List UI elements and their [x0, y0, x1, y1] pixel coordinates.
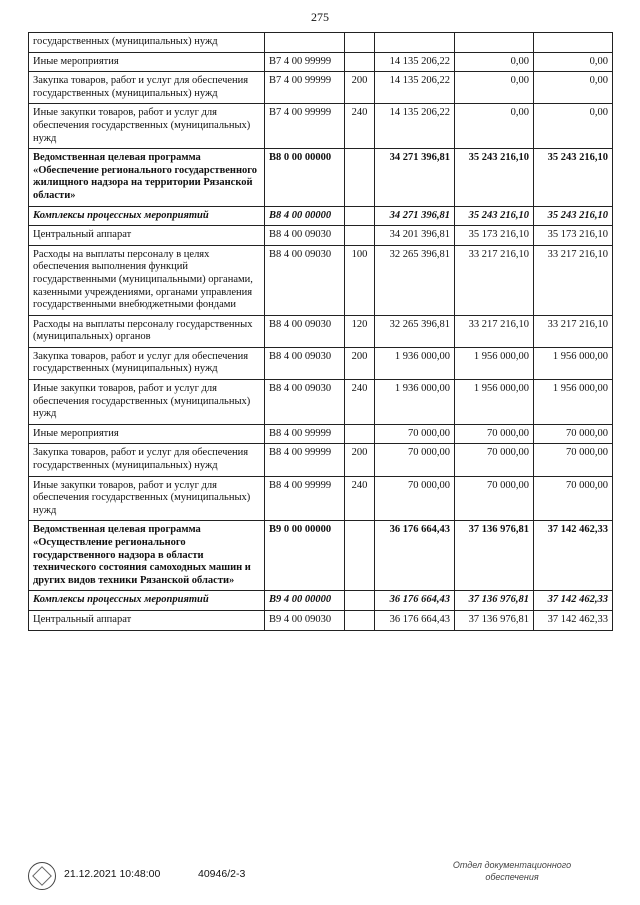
- row-amount-2-cell: 35 173 216,10: [455, 226, 534, 246]
- row-amount-3-cell: 37 142 462,33: [534, 591, 613, 611]
- table-row: [29, 380, 613, 425]
- row-amount-2-cell: 37 136 976,81: [455, 521, 534, 591]
- row-code-cell: В9 0 00 00000: [265, 521, 345, 591]
- row-amount-3-cell: [534, 33, 613, 53]
- row-amount-3-cell: 1 956 000,00: [534, 380, 613, 425]
- row-amount-1-cell: 36 176 664,43: [375, 610, 455, 630]
- row-amount-1-cell: 34 271 396,81: [375, 206, 455, 226]
- row-amount-1-cell: 70 000,00: [375, 476, 455, 521]
- row-amount-2-cell: 70 000,00: [455, 424, 534, 444]
- row-name-cell: Расходы на выплаты персоналу государственных (муниципальных) органов: [29, 315, 265, 347]
- row-expense-type-cell: [345, 206, 375, 226]
- budget-table-body: [29, 33, 613, 631]
- table-row: [29, 610, 613, 630]
- row-amount-1-cell: 36 176 664,43: [375, 591, 455, 611]
- row-amount-1-cell: 14 135 206,22: [375, 52, 455, 72]
- row-code-cell: В8 4 00 09030: [265, 347, 345, 379]
- row-amount-3-cell: 35 173 216,10: [534, 226, 613, 246]
- row-amount-1-cell: 32 265 396,81: [375, 315, 455, 347]
- row-amount-3-cell: 0,00: [534, 52, 613, 72]
- row-expense-type-cell: [345, 591, 375, 611]
- row-code-cell: В8 4 00 00000: [265, 206, 345, 226]
- row-code-cell: В8 4 00 99999: [265, 424, 345, 444]
- row-amount-3-cell: 35 243 216,10: [534, 206, 613, 226]
- row-amount-3-cell: 70 000,00: [534, 424, 613, 444]
- row-amount-1-cell: 32 265 396,81: [375, 245, 455, 315]
- row-amount-1-cell: 1 936 000,00: [375, 380, 455, 425]
- table-row: [29, 591, 613, 611]
- row-amount-3-cell: 0,00: [534, 104, 613, 149]
- row-name-cell: Центральный аппарат: [29, 226, 265, 246]
- table-row: [29, 424, 613, 444]
- row-expense-type-cell: 200: [345, 72, 375, 104]
- row-code-cell: В8 4 00 09030: [265, 245, 345, 315]
- row-name-cell: Иные закупки товаров, работ и услуг для обеспечения государственных (муниципальных) нужд: [29, 380, 265, 425]
- row-name-cell: Иные закупки товаров, работ и услуг для обеспечения государственных (муниципальных) нужд: [29, 104, 265, 149]
- row-name-cell: Закупка товаров, работ и услуг для обеспечения государственных (муниципальных) нужд: [29, 444, 265, 476]
- row-code-cell: В8 4 00 99999: [265, 476, 345, 521]
- row-expense-type-cell: 120: [345, 315, 375, 347]
- row-expense-type-cell: 200: [345, 347, 375, 379]
- row-amount-1-cell: 1 936 000,00: [375, 347, 455, 379]
- row-amount-1-cell: 34 201 396,81: [375, 226, 455, 246]
- table-row: [29, 33, 613, 53]
- row-code-cell: В8 4 00 09030: [265, 380, 345, 425]
- row-code-cell: В8 0 00 00000: [265, 149, 345, 206]
- row-expense-type-cell: [345, 521, 375, 591]
- row-amount-1-cell: 70 000,00: [375, 444, 455, 476]
- row-name-cell: Ведомственная целевая программа «Обеспечение регионального государственного жилищного надзора на территории Рязанской области»: [29, 149, 265, 206]
- row-amount-2-cell: [455, 33, 534, 53]
- row-code-cell: В8 4 00 09030: [265, 315, 345, 347]
- row-expense-type-cell: [345, 610, 375, 630]
- table-row: [29, 444, 613, 476]
- row-name-cell: Иные мероприятия: [29, 424, 265, 444]
- table-row: [29, 315, 613, 347]
- row-amount-2-cell: 33 217 216,10: [455, 315, 534, 347]
- row-name-cell: Закупка товаров, работ и услуг для обеспечения государственных (муниципальных) нужд: [29, 347, 265, 379]
- row-code-cell: В7 4 00 99999: [265, 52, 345, 72]
- footer-timestamp: 21.12.2021 10:48:00: [64, 868, 161, 880]
- row-amount-1-cell: 14 135 206,22: [375, 104, 455, 149]
- row-amount-2-cell: 37 136 976,81: [455, 610, 534, 630]
- footer-document-number: 40946/2-3: [198, 868, 246, 880]
- row-amount-3-cell: 70 000,00: [534, 476, 613, 521]
- row-name-cell: Ведомственная целевая программа «Осуществление регионального государственного надзора в области технического состояния самоходных машин и других видов техники Рязанской области»: [29, 521, 265, 591]
- row-amount-1-cell: 14 135 206,22: [375, 72, 455, 104]
- row-name-cell: Закупка товаров, работ и услуг для обеспечения государственных (муниципальных) нужд: [29, 72, 265, 104]
- row-amount-1-cell: 36 176 664,43: [375, 521, 455, 591]
- stamp-line-2: обеспечения: [485, 871, 539, 882]
- row-code-cell: [265, 33, 345, 53]
- document-system-logo-icon: [28, 862, 56, 890]
- row-amount-3-cell: 37 142 462,33: [534, 610, 613, 630]
- row-code-cell: В7 4 00 99999: [265, 104, 345, 149]
- row-expense-type-cell: 240: [345, 380, 375, 425]
- row-amount-2-cell: 0,00: [455, 52, 534, 72]
- row-expense-type-cell: [345, 52, 375, 72]
- table-row: [29, 226, 613, 246]
- department-stamp: [412, 860, 612, 883]
- table-row: [29, 149, 613, 206]
- row-amount-3-cell: 37 142 462,33: [534, 521, 613, 591]
- table-row: [29, 72, 613, 104]
- row-amount-2-cell: 70 000,00: [455, 444, 534, 476]
- row-code-cell: В7 4 00 99999: [265, 72, 345, 104]
- row-expense-type-cell: [345, 149, 375, 206]
- row-expense-type-cell: 240: [345, 104, 375, 149]
- row-name-cell: Иные мероприятия: [29, 52, 265, 72]
- row-amount-2-cell: 70 000,00: [455, 476, 534, 521]
- row-code-cell: В8 4 00 99999: [265, 444, 345, 476]
- table-row: [29, 476, 613, 521]
- row-name-cell: государственных (муниципальных) нужд: [29, 33, 265, 53]
- row-name-cell: Центральный аппарат: [29, 610, 265, 630]
- row-amount-3-cell: 70 000,00: [534, 444, 613, 476]
- row-name-cell: Расходы на выплаты персоналу в целях обеспечения выполнения функций государственными (муниципальными) органами, казенными учреждениями, органами управления государственными внебюджетными фондами: [29, 245, 265, 315]
- row-expense-type-cell: 100: [345, 245, 375, 315]
- row-name-cell: Комплексы процессных мероприятий: [29, 591, 265, 611]
- row-amount-2-cell: 1 956 000,00: [455, 347, 534, 379]
- row-name-cell: Комплексы процессных мероприятий: [29, 206, 265, 226]
- row-code-cell: В9 4 00 09030: [265, 610, 345, 630]
- table-row: [29, 206, 613, 226]
- row-name-cell: Иные закупки товаров, работ и услуг для обеспечения государственных (муниципальных) нужд: [29, 476, 265, 521]
- row-amount-3-cell: 0,00: [534, 72, 613, 104]
- page-number: 275: [311, 10, 329, 24]
- row-amount-3-cell: 33 217 216,10: [534, 245, 613, 315]
- budget-table: [28, 32, 613, 631]
- row-code-cell: В9 4 00 00000: [265, 591, 345, 611]
- row-expense-type-cell: 200: [345, 444, 375, 476]
- table-row: [29, 52, 613, 72]
- table-row: [29, 104, 613, 149]
- table-row: [29, 245, 613, 315]
- row-expense-type-cell: 240: [345, 476, 375, 521]
- row-amount-2-cell: 37 136 976,81: [455, 591, 534, 611]
- table-row: [29, 347, 613, 379]
- row-amount-1-cell: 70 000,00: [375, 424, 455, 444]
- row-amount-3-cell: 1 956 000,00: [534, 347, 613, 379]
- row-code-cell: В8 4 00 09030: [265, 226, 345, 246]
- row-amount-1-cell: 34 271 396,81: [375, 149, 455, 206]
- row-amount-1-cell: [375, 33, 455, 53]
- row-amount-2-cell: 35 243 216,10: [455, 206, 534, 226]
- page-footer: [28, 858, 612, 894]
- row-expense-type-cell: [345, 33, 375, 53]
- row-amount-2-cell: 0,00: [455, 72, 534, 104]
- row-expense-type-cell: [345, 226, 375, 246]
- row-amount-3-cell: 33 217 216,10: [534, 315, 613, 347]
- row-amount-3-cell: 35 243 216,10: [534, 149, 613, 206]
- stamp-line-1: Отдел документационного: [452, 860, 572, 870]
- row-amount-2-cell: 35 243 216,10: [455, 149, 534, 206]
- row-amount-2-cell: 33 217 216,10: [455, 245, 534, 315]
- row-amount-2-cell: 0,00: [455, 104, 534, 149]
- table-row: [29, 521, 613, 591]
- row-expense-type-cell: [345, 424, 375, 444]
- row-amount-2-cell: 1 956 000,00: [455, 380, 534, 425]
